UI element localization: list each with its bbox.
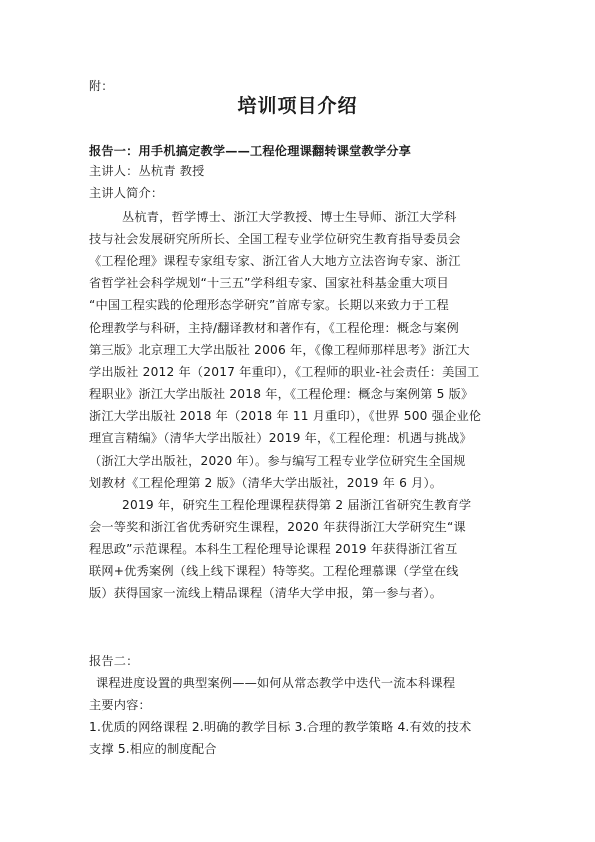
bio-line: 理宣言精编》（清华大学出版社）2019 年，《工程伦理：机遇与挑战》 xyxy=(89,431,472,445)
report2-label: 报告二： xyxy=(89,654,139,668)
award-line: 程思政”示范课程。本科生工程伦理导论课程 2019 年获得浙江省互 xyxy=(89,542,458,556)
report2-content-line: 1.优质的网络课程 2.明确的教学目标 3.合理的教学策略 4.有效的技术 xyxy=(89,720,472,734)
bio-line: 划教材《工程伦理第 2 版》（清华大学出版社，2019 年 6 月）。 xyxy=(89,476,443,490)
report2-content-line: 支撑 5.相应的制度配合 xyxy=(89,742,217,756)
bio-line: 浙江大学出版社 2018 年（2018 年 11 月重印），《世界 500 强企业伦 xyxy=(89,409,482,423)
bio-line: （浙江大学出版社，2020 年）。参与编写工程专业学位研究生全国规 xyxy=(89,454,466,468)
bio-line: 第三版》北京理工大学出版社 2006 年，《像工程师那样思考》浙江大 xyxy=(89,343,470,357)
report1-speaker: 主讲人：丛杭青 教授 xyxy=(89,164,205,178)
bio-line: 程职业》浙江大学出版社 2018 年，《工程伦理：概念与案例第 5 版》 xyxy=(89,387,474,401)
bio-line: 学出版社 2012 年（2017 年重印），《工程师的职业-社会责任：美国工 xyxy=(89,365,480,379)
award-line: 会一等奖和浙江省优秀研究生课程，2020 年获得浙江大学研究生“课 xyxy=(89,520,466,534)
bio-line: 丛杭青，哲学博士、浙江大学教授、博士生导师、浙江大学科 xyxy=(122,210,457,224)
report1-title: 报告一：用手机搞定教学——工程伦理课翻转课堂教学分享 xyxy=(89,144,412,158)
report1-intro-label: 主讲人简介： xyxy=(89,186,164,200)
bio-line: 伦理教学与科研，主持/翻译教材和著作有，《工程伦理：概念与案例 xyxy=(89,321,459,335)
bio-line: 省哲学社会科学规划“十三五”学科组专家、国家社科基金重大项目 xyxy=(89,276,449,290)
award-line: 联网+优秀案例（线上线下课程）特等奖。工程伦理慕课（学堂在线 xyxy=(89,564,459,578)
report2-title: 课程进度设置的典型案例——如何从常态教学中迭代一流本科课程 xyxy=(96,676,456,690)
bio-line: “中国工程实践的伦理形态学研究”首席专家。长期以来致力于工程 xyxy=(89,298,449,312)
page-title: 培训项目介绍 xyxy=(237,95,358,117)
award-line: 2019 年，研究生工程伦理课程获得第 2 届浙江省研究生教育学 xyxy=(122,498,472,512)
attachment-prefix: 附： xyxy=(89,79,114,93)
report2-content-label: 主要内容： xyxy=(89,698,151,712)
bio-line: 《工程伦理》课程专家组专家、浙江省人大地方立法咨询专家、浙江 xyxy=(89,254,461,268)
bio-line: 技与社会发展研究所所长、全国工程专业学位研究生教育指导委员会 xyxy=(89,232,461,246)
award-line: 版）获得国家一流线上精品课程（清华大学申报，第一参与者）。 xyxy=(89,586,443,600)
